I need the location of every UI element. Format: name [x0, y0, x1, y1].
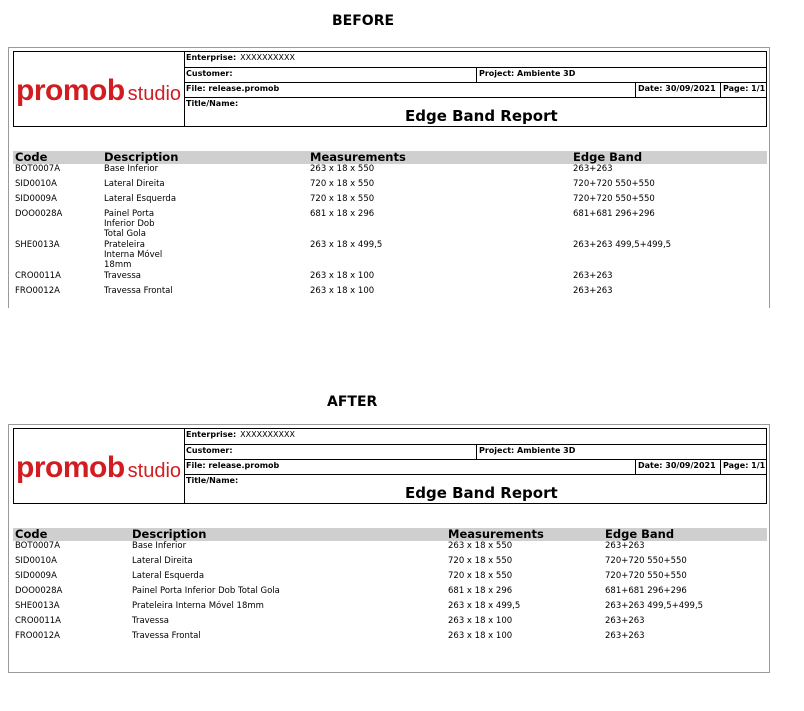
- enterprise-label: Enterprise:: [186, 430, 237, 439]
- after-label: AFTER: [327, 394, 378, 410]
- before-report: [8, 47, 770, 308]
- cell-code: CRO0011A: [15, 616, 61, 626]
- cell-code: SHE0013A: [15, 601, 60, 611]
- table-row: [13, 616, 767, 631]
- description-line: 18mm: [104, 260, 132, 270]
- cell-edge-band: 720+720 550+550: [573, 179, 655, 189]
- cell-code: SID0009A: [15, 571, 57, 581]
- cell-measurements: 681 x 18 x 296: [448, 586, 513, 596]
- col-measurements: Measurements: [308, 151, 571, 164]
- cell-edge-band: 720+720 550+550: [573, 194, 655, 204]
- table-header-row: [13, 528, 767, 541]
- cell-code: FRO0012A: [15, 286, 60, 296]
- cell-measurements: 720 x 18 x 550: [310, 194, 375, 204]
- cell-description: Painel Porta Inferior Dob Total Gola: [132, 586, 280, 596]
- cell-measurements: 263 x 18 x 499,5: [310, 240, 383, 250]
- edge-band-table-after: [13, 528, 767, 646]
- logo-brand: promob: [16, 74, 125, 107]
- cell-description: [102, 240, 308, 271]
- cell-measurements: 263 x 18 x 100: [448, 616, 513, 626]
- description-line: Inferior Dob: [104, 219, 155, 229]
- table-row: [13, 601, 767, 616]
- logo-suffix: studio: [127, 83, 182, 105]
- table-row: [13, 164, 767, 179]
- table-row: [13, 556, 767, 571]
- col-description: Description: [130, 528, 446, 541]
- description-line: Interna Móvel: [104, 250, 163, 260]
- cell-code: SID0009A: [15, 194, 57, 204]
- cell-edge-band: 720+720 550+550: [605, 556, 687, 566]
- cell-edge-band: 263+263: [605, 541, 645, 551]
- report-title: Edge Band Report: [405, 107, 558, 125]
- col-measurements: Measurements: [446, 528, 603, 541]
- table-row: [13, 631, 767, 646]
- cell-description: Travessa: [132, 616, 169, 626]
- description-line: Prateleira: [104, 240, 145, 250]
- project-label: Project: Ambiente 3D: [476, 445, 766, 460]
- cell-edge-band: 263+263: [573, 271, 613, 281]
- cell-edge-band: 681+681 296+296: [573, 209, 655, 219]
- cell-description: Travessa: [104, 271, 141, 281]
- cell-code: DOO0028A: [15, 209, 63, 219]
- cell-code: SID0010A: [15, 556, 57, 566]
- cell-description: Travessa Frontal: [132, 631, 201, 641]
- page-label: Page: 1/1: [720, 83, 766, 98]
- table-row: [13, 179, 767, 194]
- promob-logo: [16, 451, 181, 485]
- date-label: Date: 30/09/2021: [635, 83, 721, 98]
- file-row: [184, 83, 766, 98]
- cell-code: BOT0007A: [15, 164, 61, 174]
- cell-measurements: 720 x 18 x 550: [448, 556, 513, 566]
- table-header-row: [13, 151, 767, 164]
- cell-measurements: 720 x 18 x 550: [448, 571, 513, 581]
- customer-row: [184, 445, 766, 460]
- cell-code: SHE0013A: [15, 240, 60, 250]
- date-label: Date: 30/09/2021: [635, 460, 721, 475]
- cell-description: Lateral Direita: [132, 556, 193, 566]
- cell-description: Lateral Direita: [104, 179, 165, 189]
- cell-description: [102, 209, 308, 240]
- title-label: Title/Name:: [186, 476, 239, 485]
- col-description: Description: [102, 151, 308, 164]
- file-row: [184, 460, 766, 475]
- file-label: File: release.promob: [186, 461, 280, 470]
- description-line: Total Gola: [104, 229, 146, 239]
- enterprise-row: [184, 52, 766, 68]
- customer-row: [184, 68, 766, 83]
- project-label: Project: Ambiente 3D: [476, 68, 766, 83]
- page-label: Page: 1/1: [720, 460, 766, 475]
- cell-edge-band: 263+263: [605, 616, 645, 626]
- cell-measurements: 263 x 18 x 100: [310, 286, 375, 296]
- before-label: BEFORE: [332, 13, 395, 29]
- cell-code: CRO0011A: [15, 271, 61, 281]
- cell-description: Travessa Frontal: [104, 286, 173, 296]
- cell-code: SID0010A: [15, 179, 57, 189]
- table-row: [13, 586, 767, 601]
- file-label: File: release.promob: [186, 84, 280, 93]
- cell-measurements: 263 x 18 x 100: [310, 271, 375, 281]
- cell-measurements: 263 x 18 x 499,5: [448, 601, 521, 611]
- table-row: [13, 240, 767, 271]
- description-line: Painel Porta: [104, 209, 155, 219]
- cell-measurements: 263 x 18 x 100: [448, 631, 513, 641]
- col-edge-band: Edge Band: [603, 528, 767, 541]
- cell-description: Lateral Esquerda: [132, 571, 205, 581]
- customer-label: Customer:: [186, 69, 233, 78]
- report-header: [13, 51, 767, 127]
- cell-description: Prateleira Interna Móvel 18mm: [132, 601, 264, 611]
- enterprise-value: XXXXXXXXXX: [240, 430, 295, 439]
- cell-edge-band: 263+263: [573, 164, 613, 174]
- enterprise-label: Enterprise:: [186, 53, 237, 62]
- customer-label: Customer:: [186, 446, 233, 455]
- logo-suffix: studio: [127, 460, 182, 482]
- cell-description: Base Inferior: [104, 164, 159, 174]
- promob-logo: [16, 74, 181, 108]
- table-row: [13, 541, 767, 556]
- table-row: [13, 194, 767, 209]
- cell-edge-band: 720+720 550+550: [605, 571, 687, 581]
- cell-code: DOO0028A: [15, 586, 63, 596]
- table-row: [13, 209, 767, 240]
- cell-edge-band: 263+263 499,5+499,5: [605, 601, 704, 611]
- table-row: [13, 286, 767, 301]
- cell-edge-band: 263+263: [605, 631, 645, 641]
- cell-edge-band: 681+681 296+296: [605, 586, 687, 596]
- table-row: [13, 571, 767, 586]
- after-report: [8, 424, 770, 673]
- cell-edge-band: 263+263: [573, 286, 613, 296]
- edge-band-table-before: [13, 151, 767, 301]
- col-code: Code: [13, 151, 102, 164]
- enterprise-value: XXXXXXXXXX: [240, 53, 295, 62]
- enterprise-row: [184, 429, 766, 445]
- cell-edge-band: 263+263 499,5+499,5: [573, 240, 672, 250]
- report-title: Edge Band Report: [405, 484, 558, 502]
- cell-measurements: 263 x 18 x 550: [448, 541, 513, 551]
- logo-cell: [14, 429, 185, 503]
- cell-measurements: 720 x 18 x 550: [310, 179, 375, 189]
- title-label: Title/Name:: [186, 99, 239, 108]
- table-row: [13, 271, 767, 286]
- logo-cell: [14, 52, 185, 126]
- logo-brand: promob: [16, 451, 125, 484]
- col-edge-band: Edge Band: [571, 151, 767, 164]
- cell-code: BOT0007A: [15, 541, 61, 551]
- cell-code: FRO0012A: [15, 631, 60, 641]
- cell-measurements: 681 x 18 x 296: [310, 209, 375, 219]
- cell-description: Lateral Esquerda: [104, 194, 177, 204]
- cell-description: Base Inferior: [132, 541, 187, 551]
- cell-measurements: 263 x 18 x 550: [310, 164, 375, 174]
- report-header: [13, 428, 767, 504]
- col-code: Code: [13, 528, 130, 541]
